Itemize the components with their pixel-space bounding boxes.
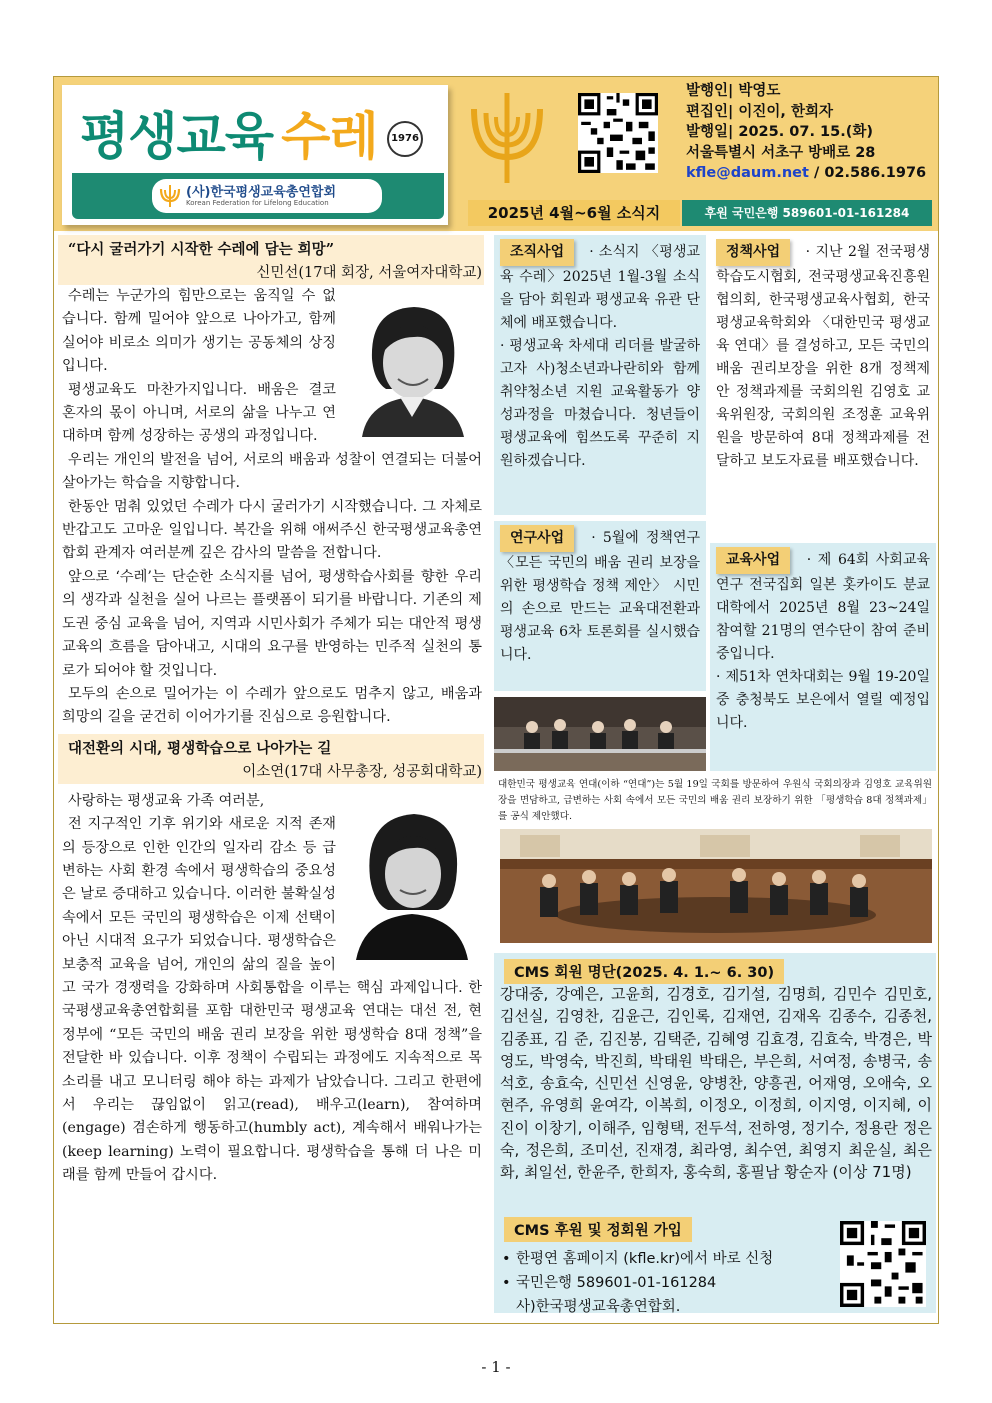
article-1-paragraph: 앞으로 ‘수레’는 단순한 소식지를 넘어, 평생학습사회를 향한 우리의 생각과 실천을 실어 나르는 플랫폼이 되기를 바랍니다. 기존의 제도권 중심 교육을 넘어, 지역과 시민사회가 주체가 되는 대안적 평생교육의 흐름을 담아내고, 시대의 요구를 반영하는 민주적 실천의 통로가 되어야 할 것입니다. bbox=[62, 568, 482, 679]
org-emblem-icon bbox=[158, 183, 182, 209]
middle-column bbox=[494, 235, 706, 771]
org-project-section bbox=[494, 235, 706, 515]
article-1-title: “다시 굴러가기 시작한 수레에 담는 희망” bbox=[68, 241, 335, 258]
education-project-label: 교육사업 bbox=[716, 547, 790, 574]
join-option-bank: • 국민은행 589601-01-161284 bbox=[500, 1271, 773, 1295]
page-frame bbox=[53, 76, 939, 1324]
org-name: (사)한국평생교육총연합회 bbox=[186, 185, 337, 200]
cms-members-label: CMS 회원 명단(2025. 4. 1.~ 6. 30) bbox=[504, 959, 784, 984]
policy-project-label: 정책사업 bbox=[716, 239, 790, 266]
year-badge: 1976 bbox=[387, 121, 423, 157]
org-project-text: · 평생교육 차세대 리더를 발굴하고자 사)청소년과나란히와 함께 취약청소년 지원 교육활동가 양성과정을 마쳤습니다. 청년들이 평생교육에 힘쓰도록 꾸준히 지원하겠습니다. bbox=[500, 338, 700, 469]
contact bbox=[686, 163, 926, 184]
masthead bbox=[54, 77, 938, 231]
join-bank-holder: 사)한국평생교육총연합회. bbox=[516, 1299, 681, 1315]
newsletter-title: 평생교육 수레 bbox=[80, 108, 378, 167]
education-project-text: · 제 64회 사회교육연구 전국집회 일본 홋카이도 분쿄 대학에서 2025년 8월 23~24일 참여할 21명의 연수단이 참여 준비중입니다. bbox=[716, 552, 930, 662]
org-name-en: Korean Federation for Lifelong Education bbox=[186, 199, 329, 207]
right-column bbox=[710, 235, 936, 771]
join-option-homepage[interactable]: • 한평연 홈페이지 (kfle.kr)에서 바로 신청 bbox=[500, 1247, 773, 1271]
author-portrait-image bbox=[342, 794, 482, 960]
cms-members-section bbox=[494, 953, 936, 1313]
photo-caption: 대한민국 평생교육 연대(이하 “연대”)는 5월 19일 국회를 방문하여 우원식 국회의장과 김영호 교육위원장을 면담하고, 급변하는 사회 속에서 모든 국민의 배움 권리 보장하기 위한 「평생학습 8대 정책과제」를 공식 제안했다. bbox=[498, 779, 932, 822]
article-1-paragraph: 한동안 멈춰 있었던 수레가 다시 굴러가기 시작했습니다. 그 자체로 반갑고도 고마운 일입니다. 복간을 위해 애써주신 한국평생교육총연합회 관계자 여러분께 깊은 감사의 말씀을 전합니다. bbox=[62, 498, 482, 562]
article-1-paragraph: 수레는 누군가의 힘만으로는 움직일 수 없습니다. 함께 밀어야 앞으로 나아가고, 함께 실어야 비로소 의미가 생기는 공동체의 상징입니다. bbox=[62, 288, 336, 375]
education-project-section bbox=[710, 543, 936, 771]
article-2-title: 대전환의 시대, 평생학습으로 나아가는 길 bbox=[68, 739, 332, 757]
issue-label: 2025년 4월~6월 소식지 bbox=[468, 200, 680, 226]
publisher: 발행인| 박영도 bbox=[686, 83, 781, 99]
cms-join-label: CMS 후원 및 정회원 가입 bbox=[504, 1217, 692, 1242]
education-project-text: · 제51차 연차대회는 9월 19-20일 중 충청북도 보은에서 열릴 예정입니다. bbox=[716, 669, 930, 731]
qr-code-icon[interactable] bbox=[578, 93, 658, 173]
article-2-heading bbox=[58, 734, 484, 784]
page-number: - 1 - bbox=[481, 1358, 511, 1376]
article-1-body bbox=[58, 285, 484, 730]
author-portrait-image bbox=[342, 289, 482, 437]
org-project-text: · 소식지 〈평생교육 수레〉2025년 1월-3월 소식을 담아 회원과 평생교육 유관 단체에 배포했습니다. bbox=[500, 244, 700, 331]
research-project-section bbox=[494, 521, 706, 691]
sponsor-account: 후원 국민은행 589601-01-161284 bbox=[682, 200, 932, 226]
publish-date: 발행일| 2025. 07. 15.(화) bbox=[686, 124, 873, 140]
publication-info bbox=[686, 81, 926, 184]
org-project-label: 조직사업 bbox=[500, 239, 574, 266]
article-1-paragraph: 평생교육도 마찬가지입니다. 배움은 결코 혼자의 몫이 아니며, 서로의 삶을 나누고 연대하며 함께 성장하는 공생의 과정입니다. bbox=[62, 381, 336, 445]
article-1-heading bbox=[58, 235, 484, 285]
cms-member-names: 강대중, 강예은, 고윤희, 김경호, 김기설, 김명희, 김민수 김민호, 김선실, 김영찬, 김윤근, 김인록, 김재연, 김재옥 김종수, 김종천, 김종표, 김 준, 김진봉, 김택준, 김혜영 김효경, 김효숙, 박경은, 박영도, 박영숙, 박진희, 박태원 박태은, 부은희, 서여정, 송병국, 송석호, 송효숙, 신민선 신영윤, 양병찬, 양흥권, 어재영, 오애숙, 오현주, 유영희 윤여각, 이복희, 이정오, 이정희, 이지영, 이지혜, 이진이 이창기, 이해주, 임형택, 전두석, 전하영, 정기수, 정용란 정은숙, 정은희, 조미선, 진재경, 최라영, 최수연, 최영지 최운실, 최은화, 최일선, 한윤주, 한희자, 홍숙희, 홍필남 황순자 (이상 71명) bbox=[500, 985, 932, 1182]
article-2-paragraph: 사랑하는 평생교육 가족 여러분, bbox=[68, 792, 265, 809]
article-2-body bbox=[58, 790, 484, 1188]
federation-emblem-icon bbox=[464, 87, 550, 187]
news-photo-block bbox=[494, 777, 936, 947]
article-2-byline: 이소연(17대 사무총장, 성공회대학교) bbox=[242, 763, 482, 780]
policy-project-section bbox=[710, 235, 936, 537]
phone: / 02.586.1976 bbox=[808, 165, 927, 181]
forum-photo bbox=[494, 697, 706, 771]
cms-join-list bbox=[500, 1247, 773, 1319]
article-1-byline: 신민선(17대 회장, 서울여자대학교) bbox=[256, 265, 482, 281]
article-2-paragraph: 전 지구적인 기후 위기와 새로운 지적 존재의 등장으로 인한 인간의 일자리 감소 등 급변하는 사회 환경 속에서 평생학습의 중요성은 날로 증대하고 있습니다. 이러한 불확실성 속에서 모든 국민의 평생학습은 이제 선택이 아닌 시대적 요구가 되었습니다. 평생학습은 보충적 교육을 넘어, 개인의 삶의 질을 높이고 국가 경쟁력을 강화하며 사회통합을 이루는 핵심 과제입니다. 한국평생교육총연합회를 포함 대한민국 평생교육 연대는 대선 전, 현 정부에 “모든 국민의 배움 권리 보장을 위한 평생학습 8대 정책”을 전달한 바 있습니다. 이후 정책이 수립되는 과정에도 지속적으로 목소리를 내고 모니터링 해야 하는 과제가 남았습니다. 그리고 한편에서 우리는 끊임없이 읽고(read), 배우고(learn), 참여하며(engage) 겸손하게 행동하고(humbly act), 계속해서 배워나가는(keep learning) 노력이 필요합니다. 평생학습을 통해 더 나은 미래를 함께 만들어 갑시다. bbox=[62, 816, 482, 1184]
editor: 편집인| 이진이, 한희자 bbox=[686, 103, 833, 120]
policy-project-text: · 지난 2월 전국평생학습도시협회, 전국평생교육진흥원협의회, 한국평생교육사협회, 한국평생교육학회와 〈대한민국 평생교육 연대〉를 결성하고, 모든 국민의 배움 권리보장을 위한 8개 정책제안 정책과제를 국회의원 김영호 교육위원장, 국회의원 조정훈 교육위원을 방문하여 8대 정책과제를 전달하고 보도자료를 배포했습니다. bbox=[716, 244, 930, 469]
research-project-text: · 5월에 정책연구 〈모든 국민의 배움 권리 보장을 위한 평생학습 정책 제안〉 시민의 손으로 만드는 교육대전환과 평생교육 6차 토론회를 실시했습니다. bbox=[500, 530, 701, 663]
logo-band bbox=[72, 173, 444, 219]
left-column bbox=[58, 235, 484, 1188]
article-1-paragraph: 모두의 손으로 밀어가는 이 수레가 앞으로도 멈추지 않고, 배움과 희망의 길을 굳건히 이어가기를 진심으로 응원합니다. bbox=[62, 685, 482, 726]
address: 서울특별시 서초구 방배로 28 bbox=[686, 144, 876, 161]
newsletter-logo bbox=[62, 85, 448, 225]
email-link[interactable]: kfle@daum.net bbox=[686, 165, 809, 181]
national-assembly-photo bbox=[500, 829, 932, 943]
research-project-label: 연구사업 bbox=[500, 525, 574, 552]
article-1-paragraph: 우리는 개인의 발전을 넘어, 서로의 배움과 성찰이 연결되는 더불어 살아가는 학습을 지향합니다. bbox=[62, 451, 482, 492]
qr-code-icon[interactable] bbox=[840, 1221, 926, 1307]
